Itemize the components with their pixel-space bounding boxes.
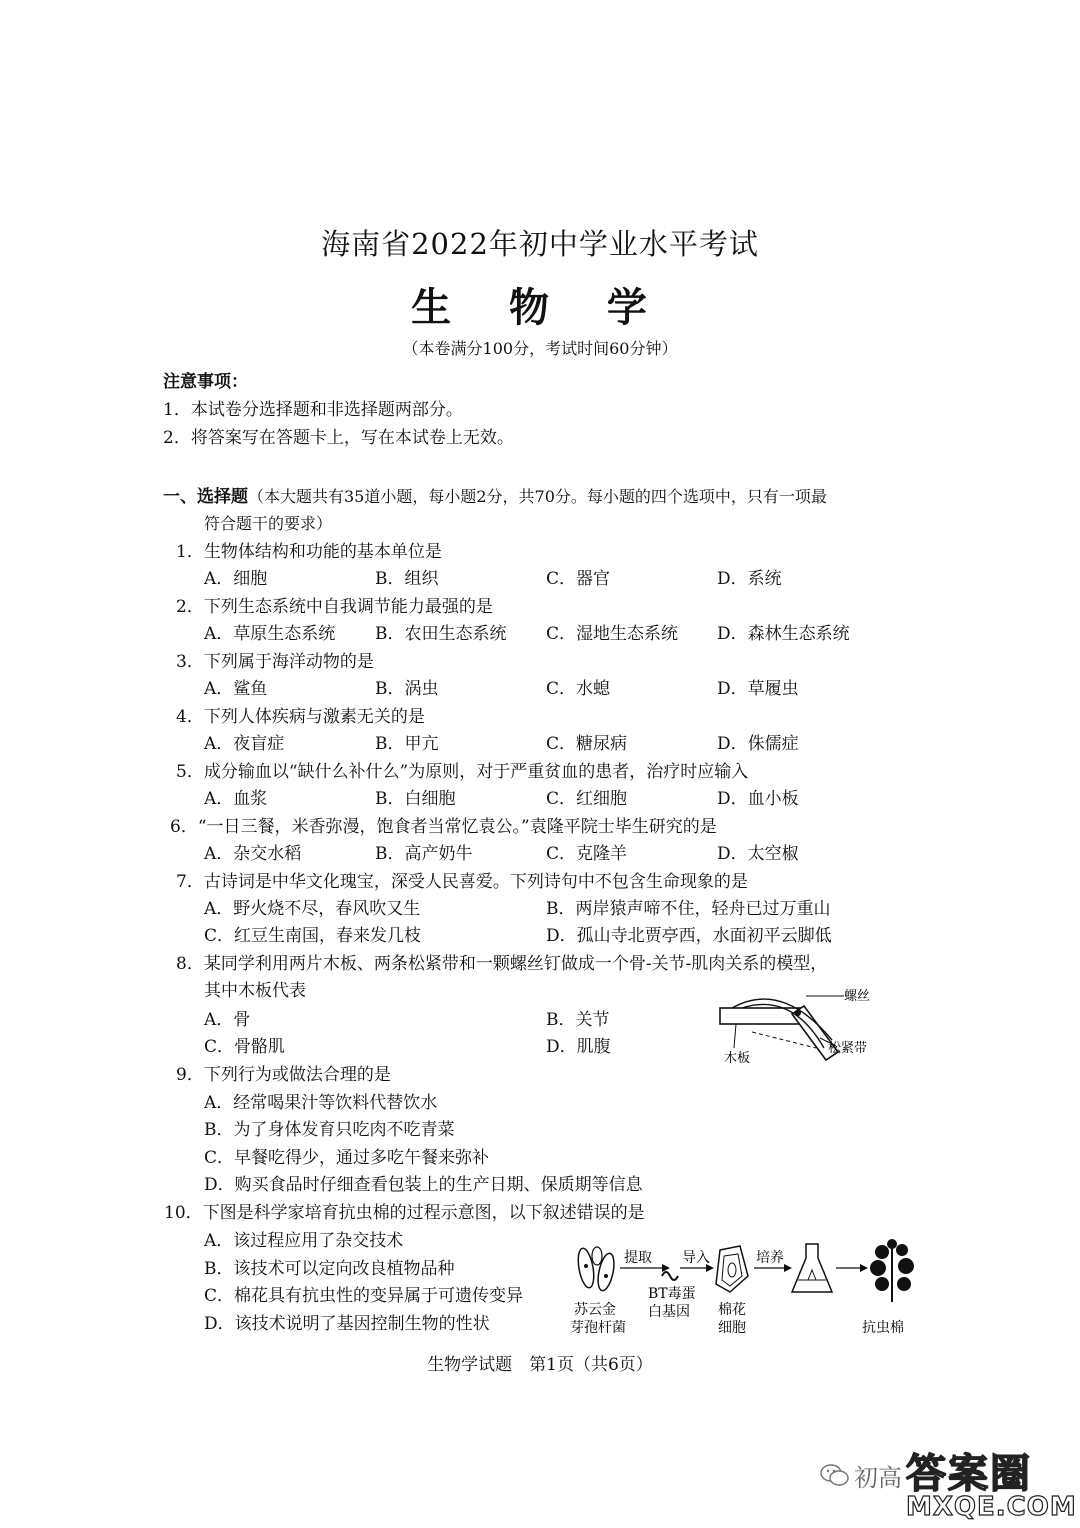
- option: D．该技术说明了基因控制生物的性状: [204, 1314, 490, 1334]
- cotton-plant-icon: [870, 1239, 914, 1302]
- page-footer: 生物学试题 第1页（共6页）: [427, 1355, 653, 1375]
- option: A．草原生态系统: [204, 624, 336, 644]
- watermark-site: MXQE.COM: [906, 1492, 1077, 1522]
- option: A．骨: [204, 1010, 251, 1030]
- option: A．血浆: [204, 789, 268, 809]
- option: B．涡虫: [375, 679, 439, 699]
- option: A．野火烧不尽，春风吹又生: [204, 899, 421, 919]
- notice-heading: 注意事项：: [163, 372, 248, 392]
- question-stem: 7．古诗词是中华文化瑰宝，深受人民喜爱。下列诗句中不包含生命现象的是: [176, 872, 748, 892]
- option: B．白细胞: [375, 789, 456, 809]
- option: C．红细胞: [546, 789, 628, 809]
- watermark-logo: 答案圈: [906, 1451, 1032, 1497]
- subject-title: 生 物 学: [411, 284, 669, 331]
- arrow-label-extract: 提取: [624, 1250, 652, 1266]
- option: D．购买食品时仔细查看包装上的生产日期、保质期等信息: [204, 1175, 643, 1195]
- option: C．骨骼肌: [204, 1037, 286, 1057]
- label-bacteria-1: 苏云金: [574, 1302, 616, 1318]
- option: C．湿地生态系统: [546, 624, 679, 644]
- option: C．糖尿病: [546, 734, 628, 754]
- section-desc: （本大题共有35道小题，每小题2分，共70分。每小题的四个选项中，只有一项最: [248, 487, 827, 506]
- arrow-label-import: 导入: [682, 1250, 710, 1266]
- question-stem-cont: 其中木板代表: [204, 981, 306, 1001]
- option: A．该过程应用了杂交技术: [204, 1231, 404, 1251]
- section-desc-2: 符合题干的要求）: [204, 514, 333, 533]
- arrow-head: [784, 1264, 792, 1272]
- question-stem: 3．下列属于海洋动物的是: [176, 652, 374, 672]
- question-stem: 1．生物体结构和功能的基本单位是: [176, 542, 442, 562]
- label-gene-1: BT毒蛋: [648, 1286, 696, 1302]
- option: B．农田生态系统: [375, 624, 507, 644]
- label-screw: 螺丝: [844, 989, 871, 1004]
- label-band: 松紧带: [828, 1041, 868, 1056]
- option: C．克隆羊: [546, 844, 628, 864]
- option: A．鲨鱼: [204, 679, 268, 699]
- exam-note: （本卷满分100分，考试时间60分钟）: [402, 339, 678, 358]
- option: D．侏儒症: [717, 734, 799, 754]
- watermark-text: 初高: [854, 1464, 902, 1492]
- option: A．杂交水稻: [204, 844, 302, 864]
- option: C．水螅: [546, 679, 611, 699]
- bacteria-icon: [576, 1247, 617, 1292]
- option: B．为了身体发育只吃肉不吃青菜: [204, 1120, 455, 1140]
- option: D．森林生态系统: [717, 624, 850, 644]
- option: B．两岸猿声啼不住，轻舟已过万重山: [546, 899, 831, 919]
- label-bacteria-2: 芽孢杆菌: [570, 1320, 626, 1336]
- board-shape: [720, 1008, 804, 1024]
- label-gene-2: 白基因: [648, 1304, 690, 1320]
- option: B．该技术可以定向改良植物品种: [204, 1259, 455, 1279]
- wechat-icon: [820, 1462, 850, 1488]
- question-stem: 8．某同学利用两片木板、两条松紧带和一颗螺丝钉做成一个骨-关节-肌肉关系的模型，: [176, 954, 828, 974]
- option: D．血小板: [717, 789, 799, 809]
- question-stem: 9．下列行为或做法合理的是: [176, 1065, 391, 1085]
- question-stem: 2．下列生态系统中自我调节能力最强的是: [176, 597, 493, 617]
- option: D．太空椒: [717, 844, 799, 864]
- option: C．红豆生南国，春来发几枝: [204, 926, 422, 946]
- label-bt-cotton: 抗虫棉: [862, 1320, 904, 1336]
- option: A．细胞: [204, 569, 268, 589]
- option: C．器官: [546, 569, 611, 589]
- exam-title: 海南省2022年初中学业水平考试: [321, 227, 759, 261]
- flask-icon: [792, 1244, 832, 1292]
- fig-joint-model: [712, 988, 892, 1070]
- option: B．关节: [546, 1010, 610, 1030]
- option: D．孤山寺北贾亭西，水面初平云脚低: [546, 926, 832, 946]
- leader-line: [734, 1024, 736, 1048]
- cell-icon: [716, 1246, 748, 1292]
- option: D．草履虫: [717, 679, 799, 699]
- question-stem: 5．成分输血以“缺什么补什么”为原则，对于严重贫血的患者，治疗时应输入: [176, 762, 749, 782]
- arrow-head: [662, 1264, 670, 1272]
- watermark: [820, 1440, 1078, 1526]
- section-label: 一、选择题: [163, 487, 248, 507]
- option: C．棉花具有抗虫性的变异属于可遗传变异: [204, 1286, 524, 1306]
- label-cell-1: 棉花: [718, 1302, 746, 1318]
- fig-bt-cotton-process: [570, 1236, 920, 1340]
- option: D．肌腹: [546, 1037, 611, 1057]
- arrow-head: [860, 1264, 868, 1272]
- option: A．经常喝果汁等饮料代替饮水: [204, 1093, 438, 1113]
- question-stem: 4．下列人体疾病与激素无关的是: [176, 707, 425, 727]
- label-cell-2: 细胞: [718, 1320, 746, 1336]
- label-board: 木板: [724, 1051, 751, 1066]
- option: B．高产奶牛: [375, 844, 473, 864]
- question-stem: 10．下图是科学家培育抗虫棉的过程示意图，以下叙述错误的是: [164, 1203, 645, 1223]
- option: A．夜盲症: [204, 734, 285, 754]
- arrow-label-culture: 培养: [756, 1250, 784, 1266]
- gene-icon: [662, 1272, 678, 1280]
- option: D．系统: [717, 569, 782, 589]
- notice-item: 1．本试卷分选择题和非选择题两部分。: [163, 400, 463, 420]
- section-heading: [163, 487, 827, 507]
- option: C．早餐吃得少，通过多吃午餐来弥补: [204, 1148, 490, 1168]
- option: B．甲亢: [375, 734, 439, 754]
- option: B．组织: [375, 569, 439, 589]
- question-stem: 6．“一日三餐，米香弥漫，饱食者当常忆袁公。”袁隆平院士毕生研究的是: [170, 817, 717, 837]
- notice-item: 2．将答案写在答题卡上，写在本试卷上无效。: [163, 428, 514, 448]
